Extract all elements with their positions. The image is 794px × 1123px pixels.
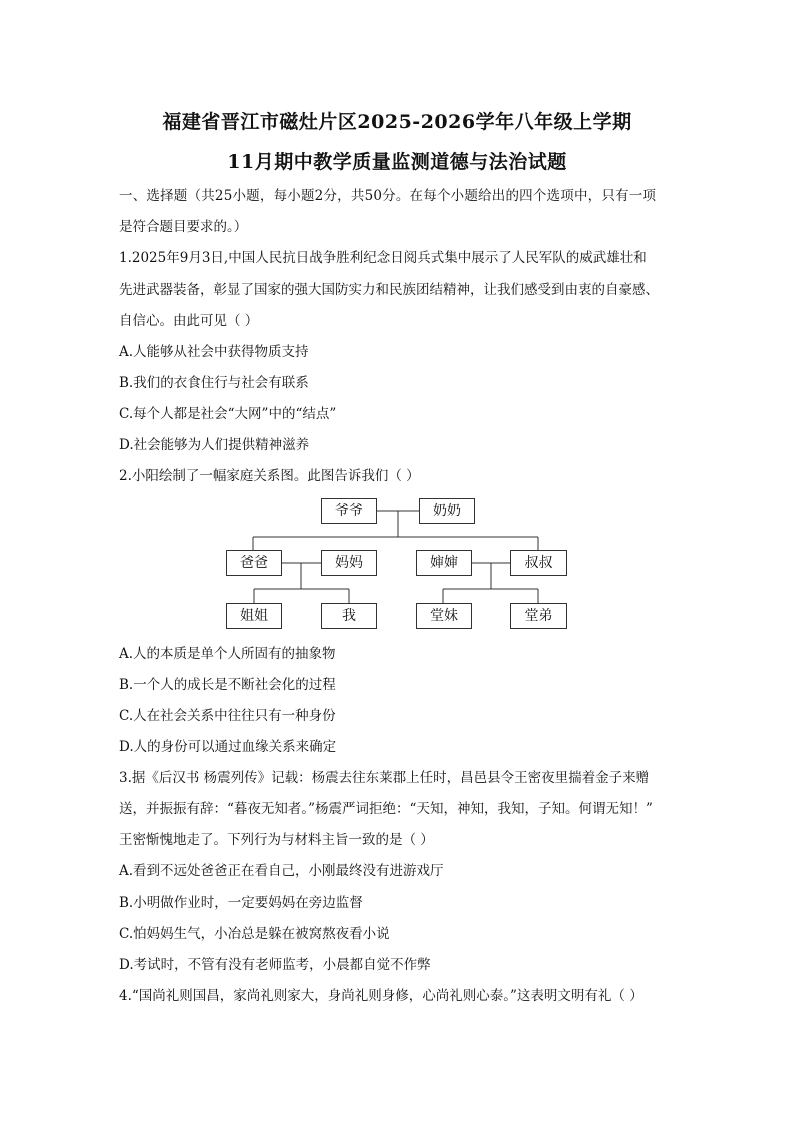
- q1-option-a: A.人能够从社会中获得物质支持: [119, 344, 309, 360]
- q3-option-c: C.怕妈妈生气，小冶总是躲在被窝熬夜看小说: [119, 926, 390, 942]
- q2-option-a: A.人的本质是单个人所固有的抽象物: [119, 646, 336, 662]
- q1-option-d: D.社会能够为人们提供精神滋养: [119, 437, 310, 453]
- node-cousin-female: 堂妹: [416, 603, 472, 629]
- node-sister: 姐姐: [226, 603, 282, 629]
- node-grandpa: 爷爷: [321, 498, 377, 524]
- q3-stem-line-2: 送，并振振有辞：“暮夜无知者。”杨震严词拒绝：“天知，神知，我知，子知。何谓无知！”: [119, 801, 653, 817]
- section-instruction-line-1: 一、选择题（共25小题，每小题2分，共50分。在每个小题给出的四个选项中，只有一项: [119, 188, 657, 204]
- q1-stem-line-3: 自信心。由此可见（ ）: [119, 313, 259, 329]
- q1-option-c: C.每个人都是社会“大网”中的“结点”: [119, 406, 337, 422]
- node-mom: 妈妈: [321, 550, 377, 576]
- q3-option-b: B.小明做作业时，一定要妈妈在旁边监督: [119, 895, 363, 911]
- q2-stem: 2.小阳绘制了一幅家庭关系图。此图告诉我们（ ）: [119, 468, 420, 484]
- exam-title-line-2: 11月期中教学质量监测道德与法治试题: [227, 151, 567, 173]
- node-dad: 爸爸: [226, 550, 282, 576]
- node-cousin-male: 堂弟: [510, 603, 567, 629]
- q3-option-d: D.考试时，不管有没有老师监考，小晨都自觉不作弊: [119, 957, 431, 973]
- q2-option-c: C.人在社会关系中往往只有一种身份: [119, 708, 336, 724]
- q3-stem-line-3: 王密惭愧地走了。下列行为与材料主旨一致的是（ ）: [119, 832, 434, 848]
- q3-stem-line-1: 3.据《后汉书 杨震列传》记载：杨震去往东莱郡上任时，昌邑县令王密夜里揣着金子来赠: [119, 770, 650, 786]
- q4-stem: 4.“国尚礼则国昌，家尚礼则家大，身尚礼则身修，心尚礼则心泰。”这表明文明有礼（ ）: [119, 988, 643, 1004]
- node-me: 我: [321, 603, 377, 629]
- q2-option-b: B.一个人的成长是不断社会化的过程: [119, 677, 336, 693]
- q2-option-d: D.人的身份可以通过血缘关系来确定: [119, 739, 337, 755]
- node-uncle: 叔叔: [510, 550, 567, 576]
- node-grandma: 奶奶: [419, 498, 475, 524]
- q1-stem-line-1: 1.2025年9月3日,中国人民抗日战争胜利纪念日阅兵式集中展示了人民军队的威武雄壮和: [119, 250, 647, 266]
- q1-option-b: B.我们的衣食住行与社会有联系: [119, 375, 309, 391]
- node-aunt: 婶婶: [416, 550, 472, 576]
- exam-title-line-1: 福建省晋江市磁灶片区2025-2026学年八年级上学期: [162, 111, 632, 133]
- q1-stem-line-2: 先进武器装备，彰显了国家的强大国防实力和民族团结精神，让我们感受到由衷的自豪感、: [119, 282, 659, 298]
- section-instruction-line-2: 是符合题目要求的。）: [119, 219, 248, 235]
- q3-option-a: A.看到不远处爸爸正在看自己，小刚最终没有进游戏厅: [119, 863, 444, 879]
